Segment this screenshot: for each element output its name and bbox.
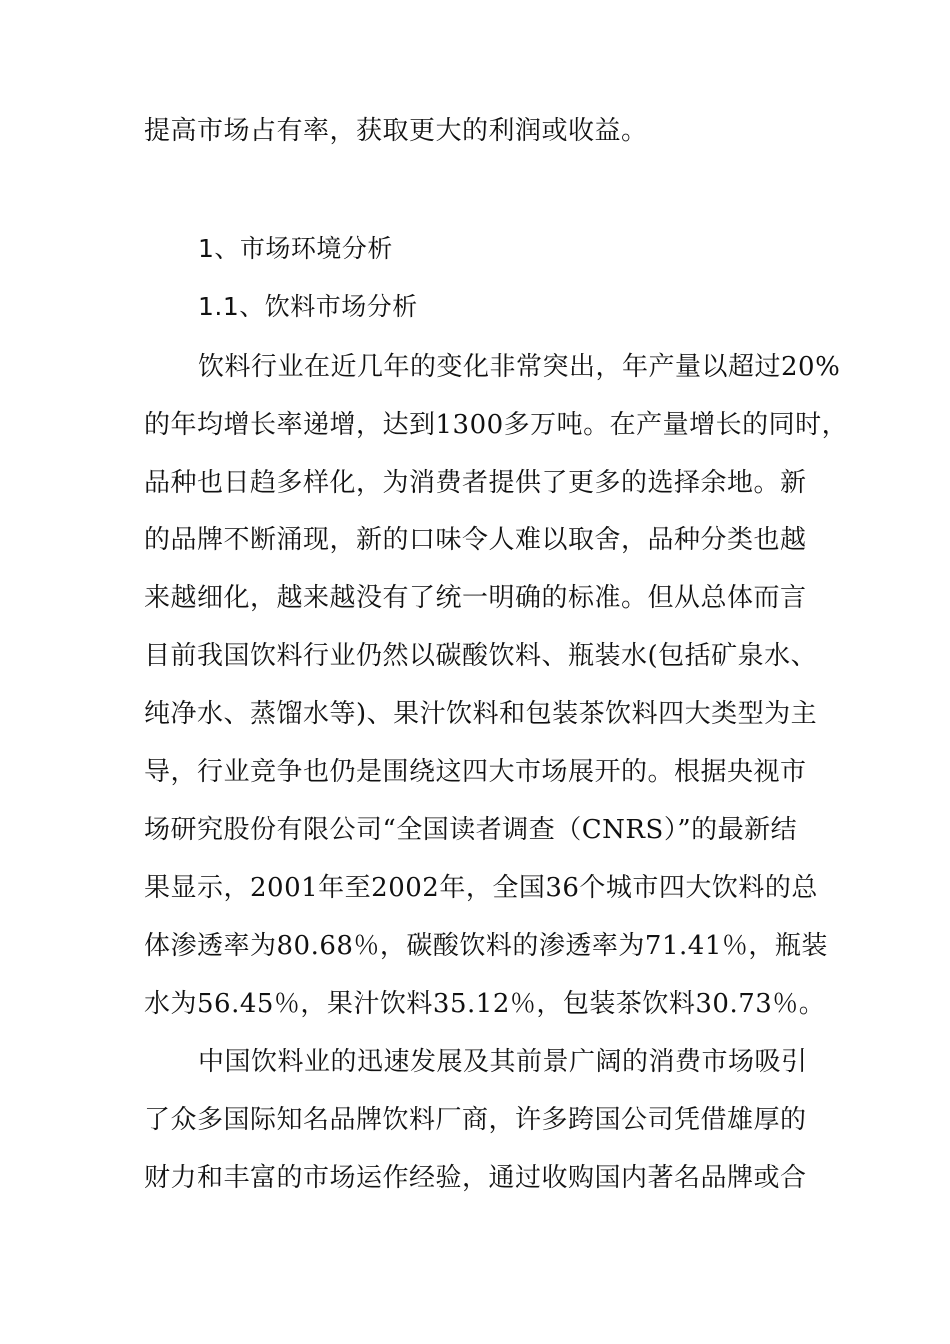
paragraph-line: 水为56.45％，果汁饮料35.12％，包装茶饮料30.73％。 — [144, 989, 826, 1019]
intro-line: 提高市场占有率，获取更大的利润或收益。 — [144, 116, 648, 146]
paragraph-line: 纯净水、蒸馏水等)、果汁饮料和包装茶饮料四大类型为主 — [144, 699, 818, 729]
paragraph-line: 果显示，2001年至2002年，全国36个城市四大饮料的总 — [144, 873, 818, 903]
paragraph-line: 的年均增长率递增，达到1300多万吨。在产量增长的同时， — [144, 410, 849, 440]
paragraph-line: 的品牌不断涌现，新的口味令人难以取舍，品种分类也越 — [144, 525, 807, 555]
paragraph-line: 中国饮料业的迅速发展及其前景广阔的消费市场吸引 — [198, 1047, 808, 1077]
paragraph-line: 目前我国饮料行业仍然以碳酸饮料、瓶装水(包括矿泉水、 — [144, 641, 818, 671]
section-heading: 1、市场环境分析 — [198, 234, 393, 263]
paragraph-line: 品种也日趋多样化，为消费者提供了更多的选择余地。新 — [144, 468, 807, 498]
paragraph-line: 体渗透率为80.68％，碳酸饮料的渗透率为71.41％，瓶装 — [144, 931, 828, 961]
paragraph-line: 导，行业竞争也仍是围绕这四大市场展开的。根据央视市 — [144, 757, 807, 787]
paragraph-line: 了众多国际知名品牌饮料厂商，许多跨国公司凭借雄厚的 — [144, 1105, 807, 1135]
paragraph-line: 来越细化，越来越没有了统一明确的标准。但从总体而言 — [144, 583, 807, 613]
subsection-heading: 1.1、饮料市场分析 — [198, 292, 418, 321]
paragraph-line: 饮料行业在近几年的变化非常突出，年产量以超过20% — [198, 352, 841, 382]
paragraph-line: 场研究股份有限公司“全国读者调查（CNRS）”的最新结 — [144, 815, 798, 845]
paragraph-line: 财力和丰富的市场运作经验，通过收购国内著名品牌或合 — [144, 1163, 807, 1193]
